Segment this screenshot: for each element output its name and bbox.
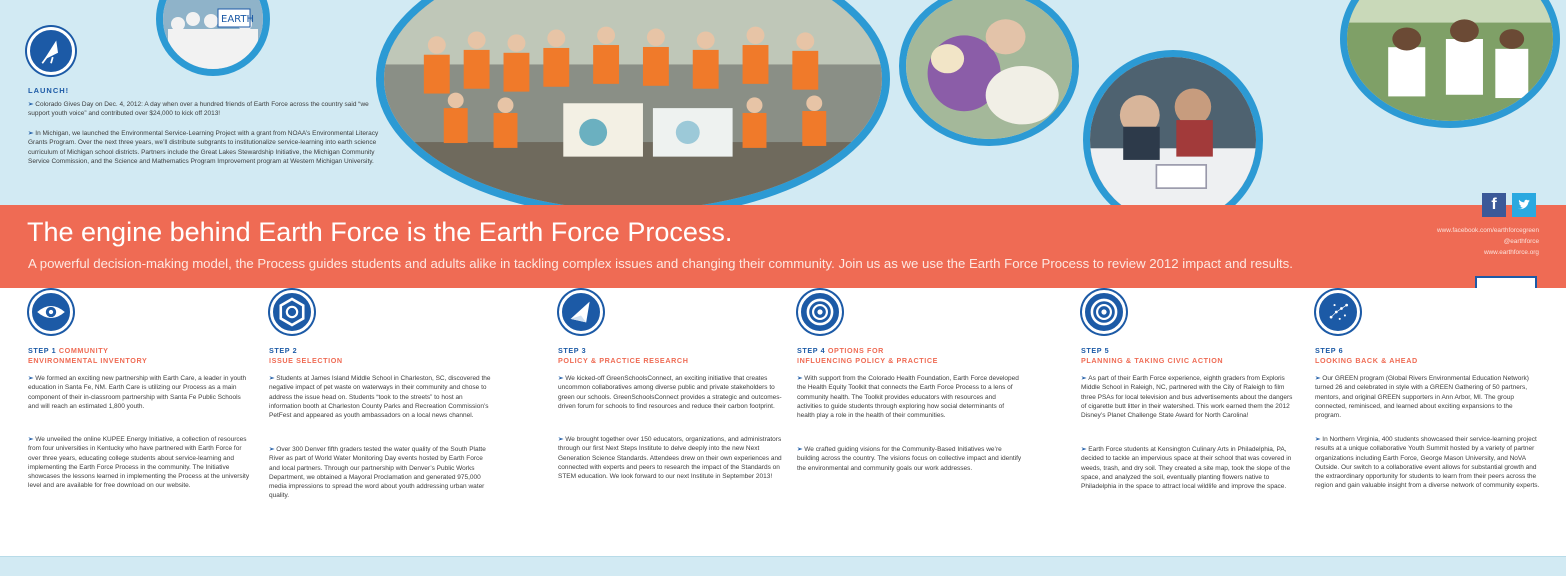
top-section: [0, 0, 1566, 205]
steps-section: [0, 288, 1566, 556]
process-banner: [0, 196, 1566, 288]
arrow-bullet-icon: ➢: [28, 101, 36, 108]
group-photo-large: [376, 0, 890, 205]
arrow-bullet-icon: ➢: [28, 436, 36, 443]
step-3-number: STEP 3: [558, 346, 587, 355]
arrow-bullet-icon: ➢: [797, 375, 805, 382]
arrow-bullet-icon: ➢: [28, 130, 36, 137]
step-paragraph-text: In Northern Virginia, 400 students showcased their service-learning project results at a unique collaborative Youth Summit hosted by a variety of partner organizations including Earth Force, George Mason University, and NoVA Outside. Our switch to a collaborative event allows for substantial growth and the extraordinary opportunity for students to learn from their peers across the region and gain valuable insight from a diverse network of community experts.: [1315, 436, 1540, 490]
banner-subtitle: A powerful decision-making model, the Process guides students and adults alike in tackling complex issues and changing their community. Join us as we use the Earth Force Process to review 2012 impact and results.: [28, 256, 1293, 271]
step-paragraph-text: Our GREEN program (Global Rivers Environmental Education Network) turned 26 and celebrated in style with a GREEN Gathering of 50 partners, mentors, and original GREEN supporters in Ann Arbor, MI. The group connected, reminisced, and learned about exciting expansions to the program.: [1315, 375, 1529, 420]
step-4-title-1: OPTIONS FOR: [827, 346, 884, 355]
step-4-paragraph-1: [797, 374, 1022, 420]
step-5-number: STEP 5: [1081, 346, 1110, 355]
bottom-strip: [0, 556, 1566, 576]
step-2-paragraph-2: [269, 445, 494, 501]
arrow-bullet-icon: ➢: [269, 446, 277, 453]
launch-paragraph-text: In Michigan, we launched the Environmental Service-Learning Project with a grant from NOAA’s Environmental Literacy Grants Program. Over the next three years, we’ll distribute subgrants to institutionalize service-learning into earth science curriculum of Michigan school districts. Partners include the Great Lakes Stewardship Initiative, the Michigan Community Service Commission, and the Science and Mathematics Program Improvement program at Western Michigan University.: [28, 130, 379, 166]
step-3-label: [558, 346, 688, 366]
launch-rocket-icon: [27, 27, 75, 75]
launch-heading: LAUNCH!: [28, 86, 70, 95]
step-1-title-2: ENVIRONMENTAL INVENTORY: [28, 356, 148, 365]
step-2-number: STEP 2: [269, 346, 298, 355]
step-3-paragraph-2: [558, 435, 783, 481]
step-3-paragraph-1: [558, 374, 783, 411]
step-5-paragraph-1: [1081, 374, 1297, 420]
twitter-icon[interactable]: [1512, 193, 1536, 217]
step-paragraph-text: We unveiled the online KUPEE Energy Initiative, a collection of resources from four universities in Kentucky who have partnered with Earth Force for over three years, educating college students about service-learning and implementing the Earth Force Process in the community. The Initiative showcases the lessons learned in implementing the Process at the university level and are available for free download on our website.: [28, 436, 250, 490]
step-6-paragraph-2: [1315, 435, 1540, 491]
arrow-bullet-icon: ➢: [1315, 436, 1323, 443]
step-paragraph-text: Earth Force students at Kensington Culinary Arts in Philadelphia, PA, decided to tackle an impervious space at their school that was covered in weeds, trash, and dry soil. They created a site map, took the slope of the space, and analyzed the soil, eventually planting flowers native to Philadelphia in the space to attract local wildlife and improve the space.: [1081, 446, 1292, 491]
step-2-paragraph-1: [269, 374, 494, 420]
facebook-icon[interactable]: f: [1482, 193, 1506, 217]
target-icon: [798, 290, 842, 334]
step-5-paragraph-2: [1081, 445, 1297, 491]
classroom-photo-1: [899, 0, 1079, 146]
step-4-title-2: INFLUENCING POLICY & PRACTICE: [797, 356, 939, 365]
twitter-handle[interactable]: @earthforce: [1503, 238, 1539, 245]
step-paragraph-text: We crafted guiding visions for the Community-Based Initiatives we’re building across the country. The visions focus on collective impact and identify the environmental and community goals our work addresses.: [797, 446, 1022, 472]
step-3-title-2: POLICY & PRACTICE RESEARCH: [558, 356, 689, 365]
step-1-number: STEP 1: [28, 346, 57, 355]
group-photo-small: [156, 0, 270, 76]
step-paragraph-text: Over 300 Denver fifth graders tested the water quality of the South Platte River as part of World Water Monitoring Day events hosted by Earth Force and local partners. Through our partnership with Denver’s Public Works Department, we obtained a Mayoral Proclamation and generated 975,000 media impressions to spread the word about youth addressing urban water quality.: [269, 446, 486, 500]
step-1-paragraph-1: [28, 374, 250, 411]
website-link[interactable]: www.earthforce.org: [1483, 249, 1539, 256]
launch-paragraph-2: [28, 129, 383, 167]
step-6-paragraph-1: [1315, 374, 1540, 420]
step-5-label: [1081, 346, 1223, 366]
photo-sign-text: EARTH: [221, 14, 255, 25]
step-4-label: [797, 346, 938, 366]
eye-icon: [29, 290, 73, 334]
social-links: [1482, 193, 1536, 217]
step-1-paragraph-2: [28, 435, 250, 491]
step-1-label: [28, 346, 147, 366]
arrow-bullet-icon: ➢: [1081, 375, 1089, 382]
step-4-number: STEP 4: [797, 346, 826, 355]
arrow-bullet-icon: ➢: [1315, 375, 1323, 382]
step-paragraph-text: With support from the Colorado Health Foundation, Earth Force developed the Health Equity Toolkit that connects the Earth Force Process to a lens of community health. The Toolkit provides educators with resources and activities to guide students through exploring how social determinants of health play a role in the health of their communities.: [797, 375, 1019, 420]
arrow-bullet-icon: ➢: [28, 375, 36, 382]
step-paragraph-text: Students at James Island Middle School in Charleston, SC, discovered the negative impact of pet waste on waterways in their community and chose to address the issue head on. Students “took to the streets” to host an information booth at Charleston County Parks and Recreation Commission’s PetFest and appeared as youth ambassadors on a local news channel.: [269, 375, 491, 420]
launch-paragraph-1: [28, 100, 383, 119]
step-6-number: STEP 6: [1315, 346, 1344, 355]
step-6-label: [1315, 346, 1418, 366]
step-paragraph-text: As part of their Earth Force experience, eighth graders from Exploris Middle School in Raleigh, NC, partnered with the City of Raleigh to film three PSAs for local television and bus advertisements about the dangers of cigarette butt litter in their watershed. This work earned them the 2012 Disney’s Planet Challenge State Award for North Carolina!: [1081, 375, 1293, 420]
stars-icon: [1316, 290, 1360, 334]
step-4-paragraph-2: [797, 445, 1022, 473]
step-6-title-2: LOOKING BACK & AHEAD: [1315, 356, 1418, 365]
arrow-bullet-icon: ➢: [797, 446, 805, 453]
step-2-label: [269, 346, 343, 366]
step-paragraph-text: We brought together over 150 educators, organizations, and administrators through our first Next Steps Institute to delve deeply into the new Next Generation Science Standards. Attendees drew on their own experiences and connected with experts and peers to research the impact of the Standards on STEM education. We look forward to our next Institute in September 2013!: [558, 436, 782, 481]
bullseye-icon: [1082, 290, 1126, 334]
arrow-bullet-icon: ➢: [269, 375, 277, 382]
launch-paragraph-text: Colorado Gives Day on Dec. 4, 2012: A day when over a hundred friends of Earth Force across the country said “we support youth voice” and contributed over $24,000 to kick off 2013!: [28, 101, 369, 118]
step-paragraph-text: We formed an exciting new partnership with Earth Care, a leader in youth education in Santa Fe, NM. Earth Care is utilizing our Process as a main component of their in-classroom partnership with Santa Fe Public Schools and will reach an estimated 1,800 youth.: [28, 375, 247, 410]
hexagon-target-icon: [270, 290, 314, 334]
students-photo: [1340, 0, 1560, 128]
step-1-title-1: COMMUNITY: [58, 346, 109, 355]
arrow-bullet-icon: ➢: [1081, 446, 1089, 453]
facebook-link[interactable]: www.facebook.com/earthforcegreen: [1437, 227, 1539, 234]
arrow-bullet-icon: ➢: [558, 436, 566, 443]
arrow-bullet-icon: ➢: [558, 375, 566, 382]
step-paragraph-text: We kicked-off GreenSchoolsConnect, an exciting initiative that creates uncommon collaboratives among diverse public and private stakeholders to green our schools. GreenSchoolsConnect provides a strategic and outcomes-driven forum for schools to find resources and reduce their carbon footprint.: [558, 375, 782, 410]
step-5-title-2: PLANNING & TAKING CIVIC ACTION: [1081, 356, 1224, 365]
banner-title: The engine behind Earth Force is the Earth Force Process.: [27, 217, 733, 247]
contact-links: [1437, 225, 1539, 258]
classroom-photo-2: [1083, 50, 1263, 205]
paper-plane-icon: [559, 290, 603, 334]
step-2-title-2: ISSUE SELECTION: [269, 356, 343, 365]
